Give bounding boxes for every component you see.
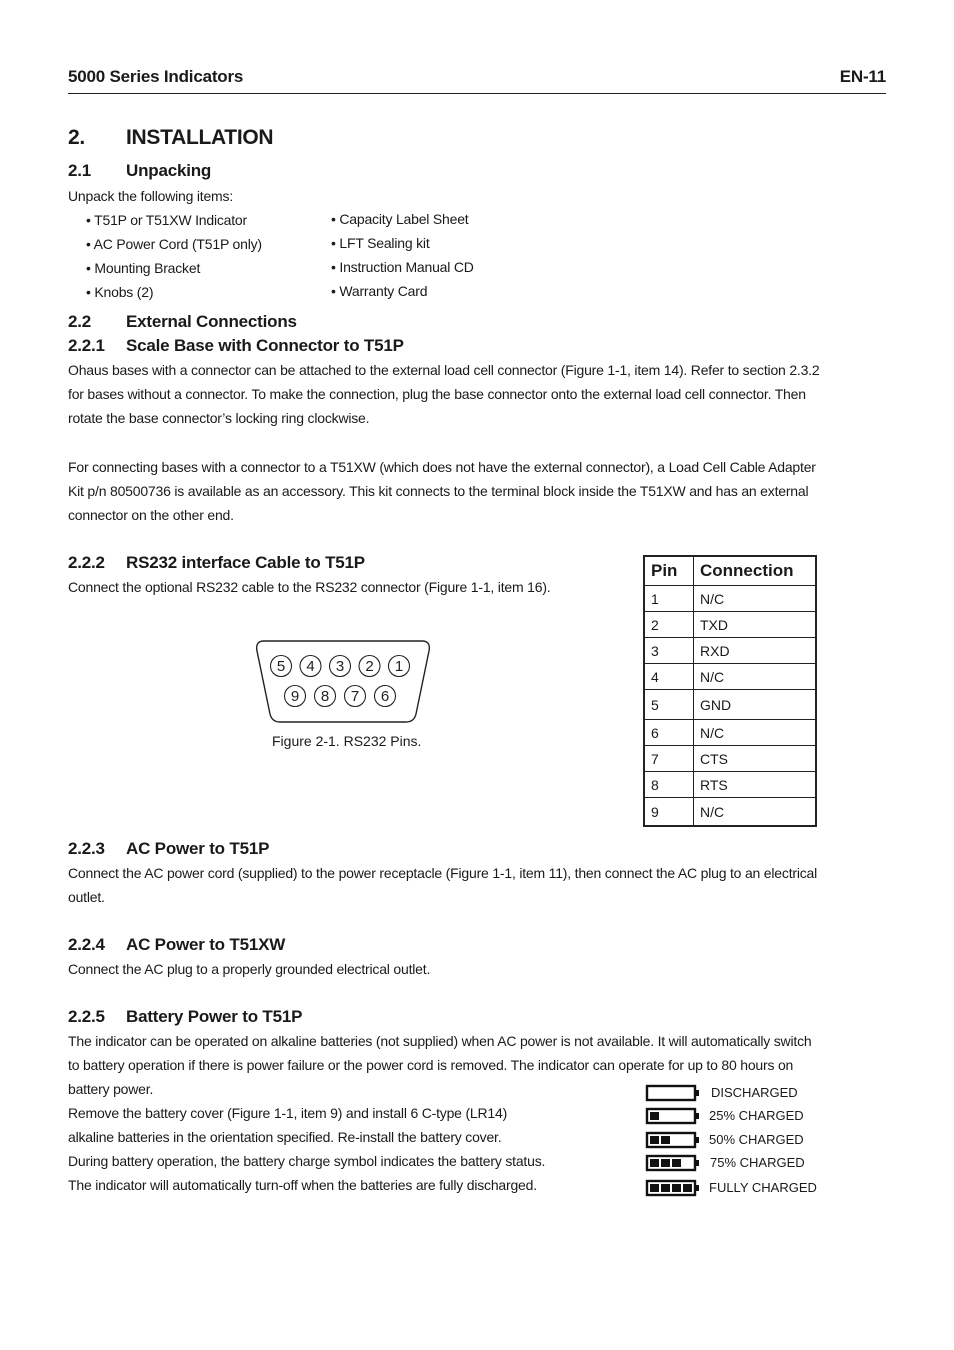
rs232-connector-diagram (250, 636, 436, 728)
text-line: Remove the battery cover (Figure 1-1, item 9) and install 6 C-type (LR14) (68, 1105, 508, 1121)
text-line: rotate the base connector’s locking ring clockwise. (68, 410, 370, 426)
table-row (644, 664, 816, 690)
battery-state-label: FULLY CHARGED (709, 1180, 817, 1195)
pin-cell: 9 (644, 798, 694, 827)
section-heading (68, 126, 273, 150)
svg-text:1: 1 (394, 658, 404, 675)
subsection-heading-2-2-5 (68, 1007, 302, 1027)
svg-text:3: 3 (335, 658, 345, 675)
unpack-list-col2 (331, 207, 474, 303)
svg-text:2: 2 (365, 658, 374, 675)
connection-cell: N/C (694, 798, 817, 827)
list-item: • LFT Sealing kit (331, 235, 430, 251)
table-row (644, 638, 816, 664)
subsection-title: AC Power to T51P (126, 839, 270, 858)
battery-icon (645, 1178, 701, 1198)
connection-cell: RTS (694, 772, 817, 798)
pin-cell: 2 (644, 612, 694, 638)
text-line: For connecting bases with a connector to a T51XW (which does not have the external connector), a Load Cell Cable Adapter (68, 459, 816, 475)
subsection-number: 2.2.3 (68, 839, 105, 858)
text-line: Kit p/n 80500736 is available as an accessory. This kit connects to the terminal block inside the T51XW and has an external (68, 483, 809, 499)
pin-cell: 1 (644, 586, 694, 612)
svg-text:8: 8 (320, 688, 330, 705)
subsection-heading-2-2-1 (68, 336, 404, 356)
ac-power-t51xw-text: Connect the AC plug to a properly grounded electrical outlet. (68, 961, 431, 977)
battery-segment (650, 1184, 659, 1192)
table-row (644, 690, 816, 720)
subsection-number: 2.2 (68, 312, 92, 331)
battery-segment (672, 1184, 681, 1192)
connection-cell: RXD (694, 638, 817, 664)
table-row (644, 720, 816, 746)
connector-pin-2 (359, 656, 380, 677)
text-line: alkaline batteries in the orientation specified. Re-install the battery cover. (68, 1129, 502, 1145)
pin-cell: 8 (644, 772, 694, 798)
battery-status-legend (645, 1083, 845, 1201)
list-item: • Warranty Card (331, 283, 428, 299)
svg-text:7: 7 (350, 688, 360, 705)
list-item: • Instruction Manual CD (331, 259, 474, 275)
svg-text:6: 6 (380, 688, 390, 705)
text-line: connector on the other end. (68, 507, 234, 523)
connector-pin-1 (389, 656, 410, 677)
table-header-row (644, 556, 816, 586)
pin-cell: 4 (644, 664, 694, 690)
table-row (644, 746, 816, 772)
connection-cell: GND (694, 690, 817, 720)
column-header-connection: Connection (694, 556, 817, 586)
pin-cell: 5 (644, 690, 694, 720)
battery-segment (650, 1136, 659, 1144)
battery-icon (645, 1083, 701, 1103)
connector-outline (257, 641, 430, 722)
table-row (644, 798, 816, 827)
subsection-title: Unpacking (126, 161, 212, 180)
list-item: • Mounting Bracket (86, 260, 201, 276)
pin-table (643, 555, 817, 827)
subsection-title: External Connections (126, 312, 297, 331)
list-item: • AC Power Cord (T51P only) (86, 236, 262, 252)
section-number: 2. (68, 126, 85, 149)
connection-cell: N/C (694, 586, 817, 612)
subsection-heading-2-2-2 (68, 553, 365, 573)
battery-segment (661, 1184, 670, 1192)
svg-text:5: 5 (276, 658, 286, 675)
battery-icon (645, 1106, 701, 1126)
table-row (644, 586, 816, 612)
connector-pin-6 (375, 686, 396, 707)
table-row (644, 612, 816, 638)
battery-segment (650, 1112, 659, 1120)
subsection-title: Scale Base with Connector to T51P (126, 336, 404, 355)
text-line: Ohaus bases with a connector can be attached to the external load cell connector (Figure 1-1, item 14). Refer to section 2.3.2 (68, 362, 820, 378)
battery-icon (645, 1130, 701, 1150)
subsection-number: 2.2.5 (68, 1007, 105, 1026)
text-line: outlet. (68, 889, 105, 905)
battery-segment (683, 1184, 692, 1192)
battery-segment (650, 1159, 659, 1167)
text-line: battery power. (68, 1081, 154, 1097)
connection-cell: N/C (694, 720, 817, 746)
battery-state-label: 50% CHARGED (709, 1132, 804, 1147)
text-line: to battery operation if there is power failure or the power cord is removed. The indicator can operate for up to 80 hours on (68, 1057, 794, 1073)
connector-pin-4 (300, 656, 321, 677)
svg-text:4: 4 (306, 658, 315, 675)
paragraph-adapter-kit (68, 455, 878, 527)
battery-state-label: 75% CHARGED (710, 1155, 805, 1170)
list-item: • T51P or T51XW Indicator (86, 212, 247, 228)
subsection-title: Battery Power to T51P (126, 1007, 303, 1026)
connection-cell: CTS (694, 746, 817, 772)
list-item: • Capacity Label Sheet (331, 211, 469, 227)
subsection-number: 2.2.2 (68, 553, 105, 572)
connector-pin-3 (330, 656, 351, 677)
connector-pin-7 (345, 686, 366, 707)
connector-pin-5 (271, 656, 292, 677)
unpack-list-col1 (86, 208, 262, 304)
connection-cell: N/C (694, 664, 817, 690)
subsection-heading-2-1 (68, 161, 211, 181)
battery-segment (672, 1159, 681, 1167)
rs232-text: Connect the optional RS232 cable to the RS232 connector (Figure 1-1, item 16). (68, 579, 551, 595)
subsection-number: 2.2.1 (68, 336, 105, 355)
list-item: • Knobs (2) (86, 284, 154, 300)
paragraph-scale-base (68, 358, 878, 430)
page-number: EN-11 (839, 67, 886, 86)
pin-cell: 3 (644, 638, 694, 664)
battery-icon (645, 1153, 701, 1173)
svg-text:9: 9 (290, 688, 300, 705)
subsection-number: 2.2.4 (68, 935, 105, 954)
pin-cell: 6 (644, 720, 694, 746)
subsection-heading-2-2 (68, 312, 297, 332)
subsection-heading-2-2-3 (68, 839, 269, 859)
subsection-title: AC Power to T51XW (126, 935, 286, 954)
subsection-number: 2.1 (68, 161, 92, 180)
subsection-title: RS232 interface Cable to T51P (126, 553, 365, 572)
text-line: The indicator will automatically turn-off when the batteries are fully discharged. (68, 1177, 537, 1193)
text-line: The indicator can be operated on alkaline batteries (not supplied) when AC power is not available. It will automatically switch (68, 1033, 812, 1049)
paragraph-ac-power-t51p (68, 861, 878, 909)
battery-state-label: DISCHARGED (711, 1085, 798, 1100)
section-title: INSTALLATION (126, 126, 274, 149)
subsection-heading-2-2-4 (68, 935, 285, 955)
text-line: During battery operation, the battery charge symbol indicates the battery status. (68, 1153, 546, 1169)
pin-cell: 7 (644, 746, 694, 772)
column-header-pin: Pin (644, 556, 694, 586)
figure-caption: Figure 2-1. RS232 Pins. (272, 733, 422, 749)
running-header-title: 5000 Series Indicators (68, 67, 244, 86)
battery-segment (661, 1136, 670, 1144)
connection-cell: TXD (694, 612, 817, 638)
battery-segment (661, 1159, 670, 1167)
text-line: for bases without a connector. To make the connection, plug the base connector onto the external load cell connector. Then (68, 386, 806, 402)
unpack-intro: Unpack the following items: (68, 188, 234, 204)
header-rule (68, 93, 886, 94)
connector-pin-9 (285, 686, 306, 707)
battery-state-label: 25% CHARGED (709, 1108, 804, 1123)
table-row (644, 772, 816, 798)
text-line: Connect the AC power cord (supplied) to the power receptacle (Figure 1-1, item 11), then connect the AC plug to an electrical (68, 865, 818, 881)
connector-pin-8 (315, 686, 336, 707)
